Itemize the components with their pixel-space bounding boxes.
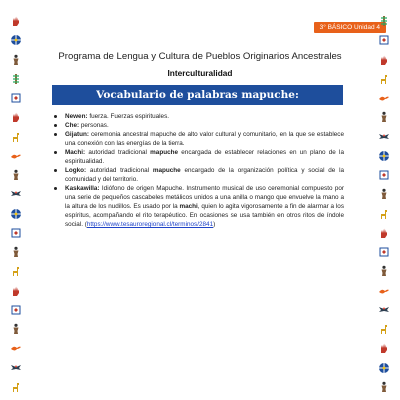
loom-icon xyxy=(10,226,22,238)
figure-icon xyxy=(10,322,22,334)
term-definition: ceremonia ancestral mapuche de alto valor cultural y comunitario, en la que se establece una conexión con las energías de la tierra. xyxy=(65,131,344,147)
list-item xyxy=(52,112,344,121)
nguillatue-icon xyxy=(378,14,390,26)
llama-icon xyxy=(10,130,22,142)
cultrun-icon xyxy=(10,33,22,45)
hand-icon xyxy=(10,284,22,296)
term-definition: autoridad tradicional xyxy=(86,167,153,174)
bird-icon xyxy=(10,341,22,353)
program-title: Programa de Lengua y Cultura de Pueblos Originarios Ancestrales xyxy=(58,51,342,62)
cultrun-icon xyxy=(10,207,22,219)
term-label: Newen: xyxy=(65,113,88,120)
term-label: Gijatun: xyxy=(65,131,89,138)
figure-icon xyxy=(378,264,390,276)
term-emphasis: mapuche xyxy=(152,167,181,174)
vocabulary-banner: Vocabulario de palabras mapuche: xyxy=(52,85,343,105)
llama-icon xyxy=(378,207,390,219)
term-definition: encargada de establecer relaciones en un plano de la espiritualidad. xyxy=(65,149,344,165)
loom-icon xyxy=(378,245,390,257)
hand-icon xyxy=(378,341,390,353)
condor-icon xyxy=(378,130,390,142)
term-definition: , quien lo agita vigorosamente a fin de alarmar a los espíritus, acompañando el rito terapéutico. En ocasiones se usa también en otros ritos de índole social. ( xyxy=(65,203,345,228)
term-emphasis: mapuche xyxy=(150,149,179,156)
figure-icon xyxy=(10,245,22,257)
hand-icon xyxy=(10,14,22,26)
figure-icon xyxy=(378,110,390,122)
figure-icon xyxy=(10,168,22,180)
term-definition: Idiófono de origen Mapuche. Instrumento musical de uso ceremonial compuesto por una serie de pequeños cascabeles metálicos unidos a una anilla o mango que envuelve la mano a la altura de los nudillos. Es usado por la xyxy=(65,185,344,210)
term-definition: encargado de la organización política y social de la comunidad y del territorio. xyxy=(65,167,345,183)
term-emphasis: machi xyxy=(179,203,198,210)
condor-icon xyxy=(10,361,22,373)
term-definition: personas. xyxy=(79,122,109,129)
hand-icon xyxy=(10,110,22,122)
term-label: Che: xyxy=(65,122,80,129)
list-item xyxy=(52,148,344,166)
loom-icon xyxy=(10,91,22,103)
bird-icon xyxy=(378,91,390,103)
term-label: Logko: xyxy=(65,167,87,174)
loom-icon xyxy=(10,303,22,315)
term-definition: autoridad tradicional xyxy=(85,149,151,156)
list-item xyxy=(52,166,344,184)
list-item xyxy=(52,121,344,130)
figure-icon xyxy=(378,187,390,199)
loom-icon xyxy=(378,168,390,180)
list-item xyxy=(52,130,344,148)
condor-icon xyxy=(378,303,390,315)
llama-icon xyxy=(378,322,390,334)
grade-unit-tab: 3° BÁSICO Unidad 4 xyxy=(314,22,386,33)
source-link[interactable]: https://www.tesauroregional.cl/terminos/2841 xyxy=(86,221,214,228)
vocabulary-list xyxy=(52,112,344,229)
section-title: Interculturalidad xyxy=(167,68,233,78)
term-label: Machi: xyxy=(65,149,86,156)
list-item xyxy=(52,184,344,229)
term-label: Kaskawilla: xyxy=(65,185,100,192)
hand-icon xyxy=(378,226,390,238)
condor-icon xyxy=(10,187,22,199)
term-definition: ) xyxy=(213,221,216,228)
llama-icon xyxy=(10,380,22,392)
cultrun-icon xyxy=(378,361,390,373)
bird-icon xyxy=(378,284,390,296)
loom-icon xyxy=(378,33,390,45)
llama-icon xyxy=(10,264,22,276)
term-definition: fuerza. Fuerzas espirituales. xyxy=(87,113,170,120)
bird-icon xyxy=(10,149,22,161)
cultrun-icon xyxy=(378,149,390,161)
figure-icon xyxy=(378,380,390,392)
